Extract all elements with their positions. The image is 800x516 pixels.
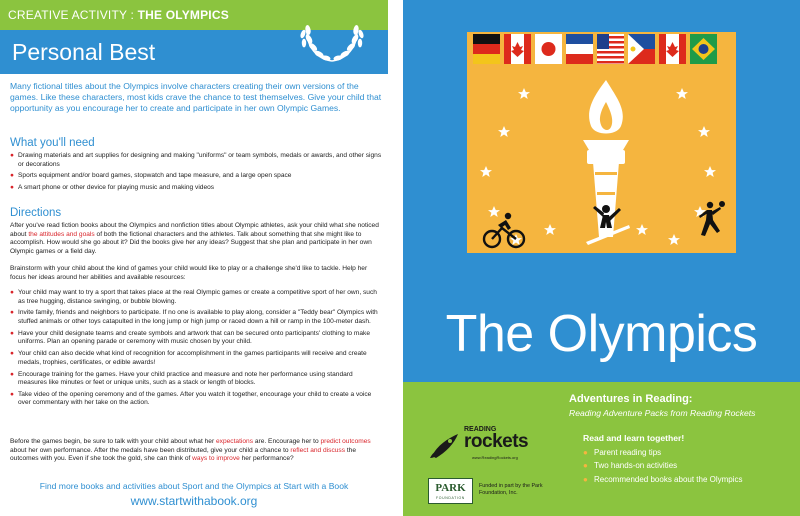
expectations-link[interactable]: expectations	[216, 438, 254, 445]
closing-paragraph: Before the games begin, be sure to talk with your child about what her expectations are. Encourage her to predict outcomes about her own performance. After the medals have been distributed, give your child a chance to reflect and discuss the outcomes with you. Even if she took the gold, she can think of ways to improve her performance?	[10, 438, 371, 463]
list-item: ● Your child may want to try a sport that takes place at the real Olympic games or create a competitive sport of her own, such as tree hugging, distance swinging, or bubble blowing.	[10, 289, 377, 305]
park-foundation-logo	[428, 478, 473, 504]
logo-rockets: rockets	[464, 431, 529, 452]
list-item: ● Two hands-on activities	[583, 461, 678, 471]
directions-heading: Directions	[10, 207, 62, 219]
activity-page	[0, 0, 388, 516]
page-title: Personal Best	[12, 39, 156, 65]
bullet-icon: ●	[10, 329, 14, 337]
rocket-icon	[428, 430, 466, 460]
bullet-icon: ●	[10, 309, 14, 317]
bullet-icon: ●	[10, 184, 14, 192]
footer-url-link[interactable]: www.startwithabook.org	[130, 494, 258, 508]
intro-paragraph: Many fictional titles about the Olympics involve characters creating their own versions of the games. Like these characters, most kids crave the chance to test themselves. Give your child that opportunity as you encourage her to create and participate in her own Olympic Games.	[10, 81, 382, 113]
materials-heading: What you'll need	[10, 137, 95, 149]
olympic-poster	[467, 32, 736, 253]
list-item: ● Recommended books about the Olympics	[583, 474, 743, 484]
list-item: ● Parent reading tips	[583, 448, 662, 457]
handball-player-icon	[699, 201, 725, 236]
series-subtitle: Reading Adventure Packs from Reading Rockets	[569, 408, 756, 418]
laurel-wreath-icon	[299, 3, 365, 69]
bullet-icon: ●	[10, 289, 14, 296]
reading-rockets-logo	[428, 424, 548, 466]
directions-list	[10, 289, 382, 411]
bullet-icon: ●	[583, 448, 588, 457]
bullet-icon: ●	[583, 461, 588, 471]
list-item: ● Your child can also decide what kind of recognition for accomplishment in the games participants will receive and create medals, trophies, certificates, or edible awards!	[10, 350, 367, 366]
ways-to-improve-link[interactable]: ways to improve	[192, 455, 240, 463]
list-item: ● Sports equipment and/or board games, stopwatch and tape measure, and a large open space	[10, 172, 292, 180]
flags-row	[473, 34, 717, 64]
poster-illustration	[467, 32, 736, 253]
kicker-prefix: CREATIVE ACTIVITY :	[8, 8, 138, 22]
park-name: PARK	[435, 482, 466, 494]
brainstorm-paragraph: Brainstorm with your child about the kind of games your child would like to play or a challenge she'd like to tackle. Help her focus her ideas around her abilities and available resources:	[10, 265, 368, 281]
materials-list	[10, 152, 382, 196]
cover-title: The Olympics	[445, 305, 758, 363]
read-heading: Read and learn together!	[583, 433, 685, 443]
bullet-icon: ●	[10, 350, 14, 358]
cover-info-panel	[403, 382, 800, 516]
bullet-icon: ●	[583, 474, 588, 484]
attitudes-link[interactable]: the attitudes and goals	[28, 230, 95, 238]
bullet-icon: ●	[10, 390, 14, 398]
pack-contents-list	[583, 448, 743, 488]
list-item: ● Drawing materials and art supplies for designing and making "uniforms" or team symbols, medals or awards, and other signs or decorations	[10, 152, 382, 168]
list-item: ● Have your child designate teams and create symbols and artwork that can be secured onto participants' clothing to make uniforms. Plan an opening parade or ceremony with music chosen by your child.	[10, 329, 371, 346]
kicker-topic: THE OLYMPICS	[137, 8, 229, 22]
reflect-discuss-link[interactable]: reflect and discuss	[290, 446, 346, 454]
park-foundation-text: FOUNDATION	[436, 496, 465, 500]
list-item: ● Encourage training for the games. Have your child practice and measure and note her performance using standard measures like minutes or feet or unique units, such as a stack or length of blocks.	[10, 370, 353, 387]
cover-page	[403, 0, 800, 516]
snowboarder-icon	[586, 205, 630, 245]
list-item: ● Take video of the opening ceremony and of the games. After you watch it together, encourage your child to create a voice over commentary with her take on the action.	[10, 390, 372, 407]
activity-kicker	[8, 8, 229, 22]
logo-reading: READING	[464, 426, 497, 433]
list-item: ● A smart phone or other device for playing music and making videos	[10, 184, 215, 192]
bullet-icon: ●	[10, 172, 14, 180]
bullet-icon: ●	[10, 152, 14, 159]
funding-credit: Funded in part by the Park Foundation, Inc.	[479, 483, 543, 496]
predict-outcomes-link[interactable]: predict outcomes	[320, 438, 371, 445]
footer-line: Find more books and activities about Sport and the Olympics at Start with a Book	[39, 481, 349, 491]
bullet-icon: ●	[10, 370, 14, 378]
directions-paragraph: After you've read fiction books about the Olympics and nonfiction titles about Olympic athletes, ask your child what she noticed about the attitudes and goals of both the fictional characters and the athletes. Talk about something that she might like to accomplish. How would she go about it? Did the books give her any ideas? Suggest that she plan and participate in her own Olympic games or a field day.	[10, 222, 379, 255]
list-item: ● Invite family, friends and neighbors to participate. If no one is available to play along, consider a "Teddy bear" Olympics with stuffed animals or other toys catapulted in the long jump or high jump or raced down a hill or ramp in the 100-meter dash.	[10, 309, 378, 325]
logo-url: www.ReadingRockets.org	[472, 455, 518, 460]
series-title: Adventures in Reading:	[569, 393, 693, 405]
torch-icon	[583, 80, 629, 237]
